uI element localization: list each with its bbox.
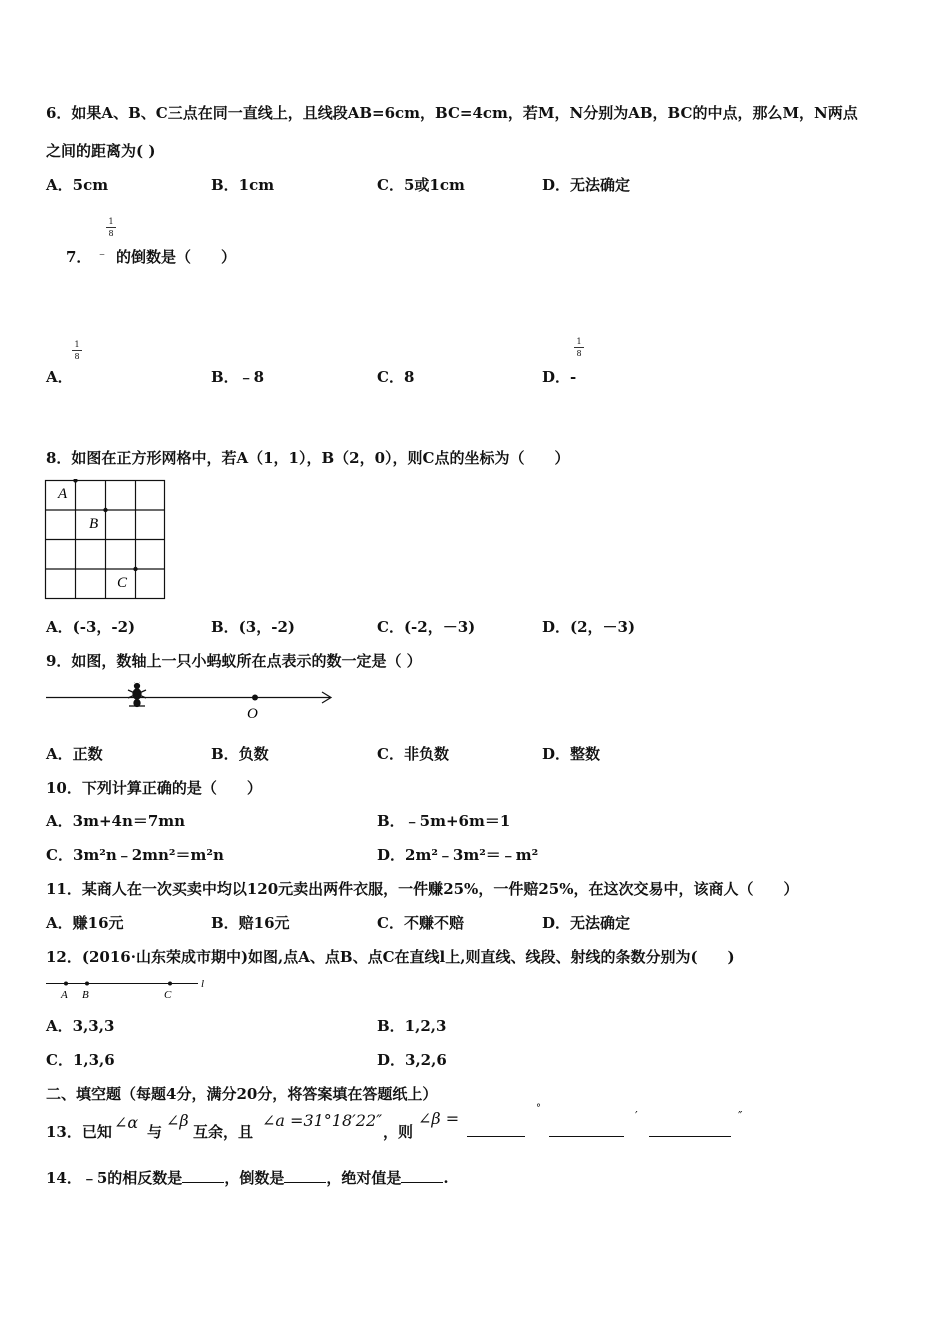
q10-text: 10．下列计算正确的是（ ） bbox=[46, 779, 262, 797]
q13-beta: ∠β bbox=[166, 1111, 189, 1130]
q7-fraction bbox=[106, 217, 116, 238]
q11-option-b: B．赔16元 bbox=[211, 914, 290, 932]
q12-option-b: B．1,2,3 bbox=[377, 1017, 447, 1035]
q8-text: 8．如图在正方形网格中，若A（1，1），B（2，0），则C点的坐标为（ ） bbox=[46, 449, 570, 467]
q13-mid: 互余，且 bbox=[193, 1123, 254, 1141]
q7-option-a-numerator: 1 bbox=[74, 340, 80, 349]
q14-line bbox=[46, 1167, 449, 1188]
q7-option-a-fraction bbox=[72, 340, 82, 361]
q12-label-a: A bbox=[61, 989, 68, 1001]
section-2-heading: 二、填空题（每题4分，满分20分，将答案填在答题纸上） bbox=[46, 1085, 438, 1103]
q13-alpha: ∠α bbox=[114, 1113, 139, 1132]
q11-text: 11．某商人在一次买卖中均以120元卖出两件衣服，一件赚25%，一件赔25%，在这次交易中，该商人（ ） bbox=[46, 880, 799, 898]
q12-point-c bbox=[168, 982, 172, 986]
q13-then: ，则 bbox=[383, 1123, 414, 1141]
q12-point-b bbox=[85, 982, 89, 986]
q12-point-a bbox=[64, 982, 68, 986]
q10-option-d: D．2m²﹣3m²＝﹣m² bbox=[377, 846, 539, 864]
q7-option-a-denominator: 8 bbox=[74, 352, 80, 361]
q11-option-c: C．不赚不赔 bbox=[377, 914, 464, 932]
q6-line2: 之间的距离为( ) bbox=[46, 142, 156, 160]
q9-option-b: B．负数 bbox=[211, 745, 269, 763]
q8-label-c: C bbox=[117, 575, 128, 591]
q8-label-a: A bbox=[58, 486, 68, 502]
q8-point-b bbox=[103, 508, 107, 512]
q8-point-c bbox=[133, 567, 137, 571]
q13-prefix: 13．已知 bbox=[46, 1123, 112, 1141]
q7-option-c: C．8 bbox=[377, 368, 415, 386]
q7-option-d: D．- bbox=[542, 368, 577, 386]
q9-number-line-figure bbox=[44, 682, 336, 722]
q6-option-d: D．无法确定 bbox=[542, 176, 631, 194]
q12-label-l: l bbox=[201, 978, 205, 990]
q13-result: ∠β = bbox=[418, 1109, 460, 1128]
q7-prefix: 7． bbox=[66, 248, 92, 266]
q7-negative-sign: ﹣ bbox=[96, 246, 109, 260]
q9-text: 9．如图，数轴上一只小蚂蚁所在点表示的数一定是（ ） bbox=[46, 652, 422, 670]
q12-option-a: A．3,3,3 bbox=[46, 1017, 115, 1035]
q9-origin-point bbox=[252, 695, 258, 701]
q9-origin-label: O bbox=[247, 706, 258, 722]
q13-and: 与 bbox=[147, 1123, 163, 1141]
q9-option-d: D．整数 bbox=[542, 745, 601, 763]
q7-option-d-denominator: 8 bbox=[576, 349, 582, 358]
q8-grid-figure bbox=[44, 479, 168, 603]
q12-label-b: B bbox=[82, 989, 89, 1001]
q9-option-c: C．非负数 bbox=[377, 745, 449, 763]
q8-option-b: B．(3，-2) bbox=[211, 618, 295, 636]
q11-option-a: A．赚16元 bbox=[46, 914, 124, 932]
q12-label-c: C bbox=[164, 989, 172, 1001]
q7-option-d-fraction bbox=[574, 337, 584, 358]
q6-option-a: A．5cm bbox=[46, 176, 109, 194]
q12-text: 12．(2016·山东荣成市期中)如图,点A、点B、点C在直线l上,则直线、线段、射线的条数分别为( ) bbox=[46, 948, 735, 966]
q14-text-3: ，绝对值是 bbox=[326, 1169, 402, 1187]
q12-option-d: D．3,2,6 bbox=[377, 1051, 447, 1069]
q14-opposite-blank[interactable] bbox=[182, 1182, 224, 1183]
q7-option-b: B．﹣8 bbox=[211, 368, 265, 386]
q10-option-b: B．﹣5m+6m＝1 bbox=[377, 812, 511, 830]
q7-fraction-numerator: 1 bbox=[108, 217, 114, 226]
q10-option-a: A．3m+4n＝7mn bbox=[46, 812, 186, 830]
q14-absolute-blank[interactable] bbox=[401, 1182, 443, 1183]
q6-option-c: C．5或1cm bbox=[377, 176, 465, 194]
q7-option-d-numerator: 1 bbox=[576, 337, 582, 346]
ant-icon bbox=[128, 682, 146, 707]
q11-option-d: D．无法确定 bbox=[542, 914, 631, 932]
q13-minute-blank[interactable] bbox=[549, 1120, 624, 1137]
q10-option-c: C．3m²n﹣2mn²＝m²n bbox=[46, 846, 224, 864]
q7-fraction-denominator: 8 bbox=[108, 229, 114, 238]
q13-minute-mark: ′ bbox=[635, 1109, 638, 1123]
q14-text-4: . bbox=[443, 1169, 449, 1187]
q14-text-2: ，倒数是 bbox=[224, 1169, 285, 1187]
q7-option-a: A． bbox=[46, 368, 73, 386]
q13-given-angle: ∠a =31°18′22″ bbox=[262, 1111, 383, 1130]
q6-line1: 6．如果A、B、C三点在同一直线上，且线段AB=6cm，BC=4cm，若M，N分别为AB，BC的中点，那么M，N两点 bbox=[46, 104, 858, 122]
q9-option-a: A．正数 bbox=[46, 745, 103, 763]
q6-option-b: B．1cm bbox=[211, 176, 275, 194]
q8-option-d: D．(2，－3) bbox=[542, 618, 636, 636]
q13-degree-mark: ° bbox=[536, 1103, 541, 1114]
q8-option-a: A．(-3，-2) bbox=[46, 618, 136, 636]
q13-second-mark: ″ bbox=[738, 1109, 743, 1123]
q8-point-a bbox=[73, 479, 77, 483]
q8-label-b: B bbox=[89, 516, 99, 532]
q13-second-blank[interactable] bbox=[649, 1120, 731, 1137]
q8-option-c: C．(-2，－3) bbox=[377, 618, 476, 636]
q12-line-figure bbox=[44, 976, 214, 1004]
q14-reciprocal-blank[interactable] bbox=[284, 1182, 326, 1183]
q12-option-c: C．1,3,6 bbox=[46, 1051, 115, 1069]
q13-degree-blank[interactable] bbox=[467, 1120, 525, 1137]
q14-text-1: 14．﹣5的相反数是 bbox=[46, 1169, 183, 1187]
q7-suffix: 的倒数是（ ） bbox=[116, 248, 237, 266]
